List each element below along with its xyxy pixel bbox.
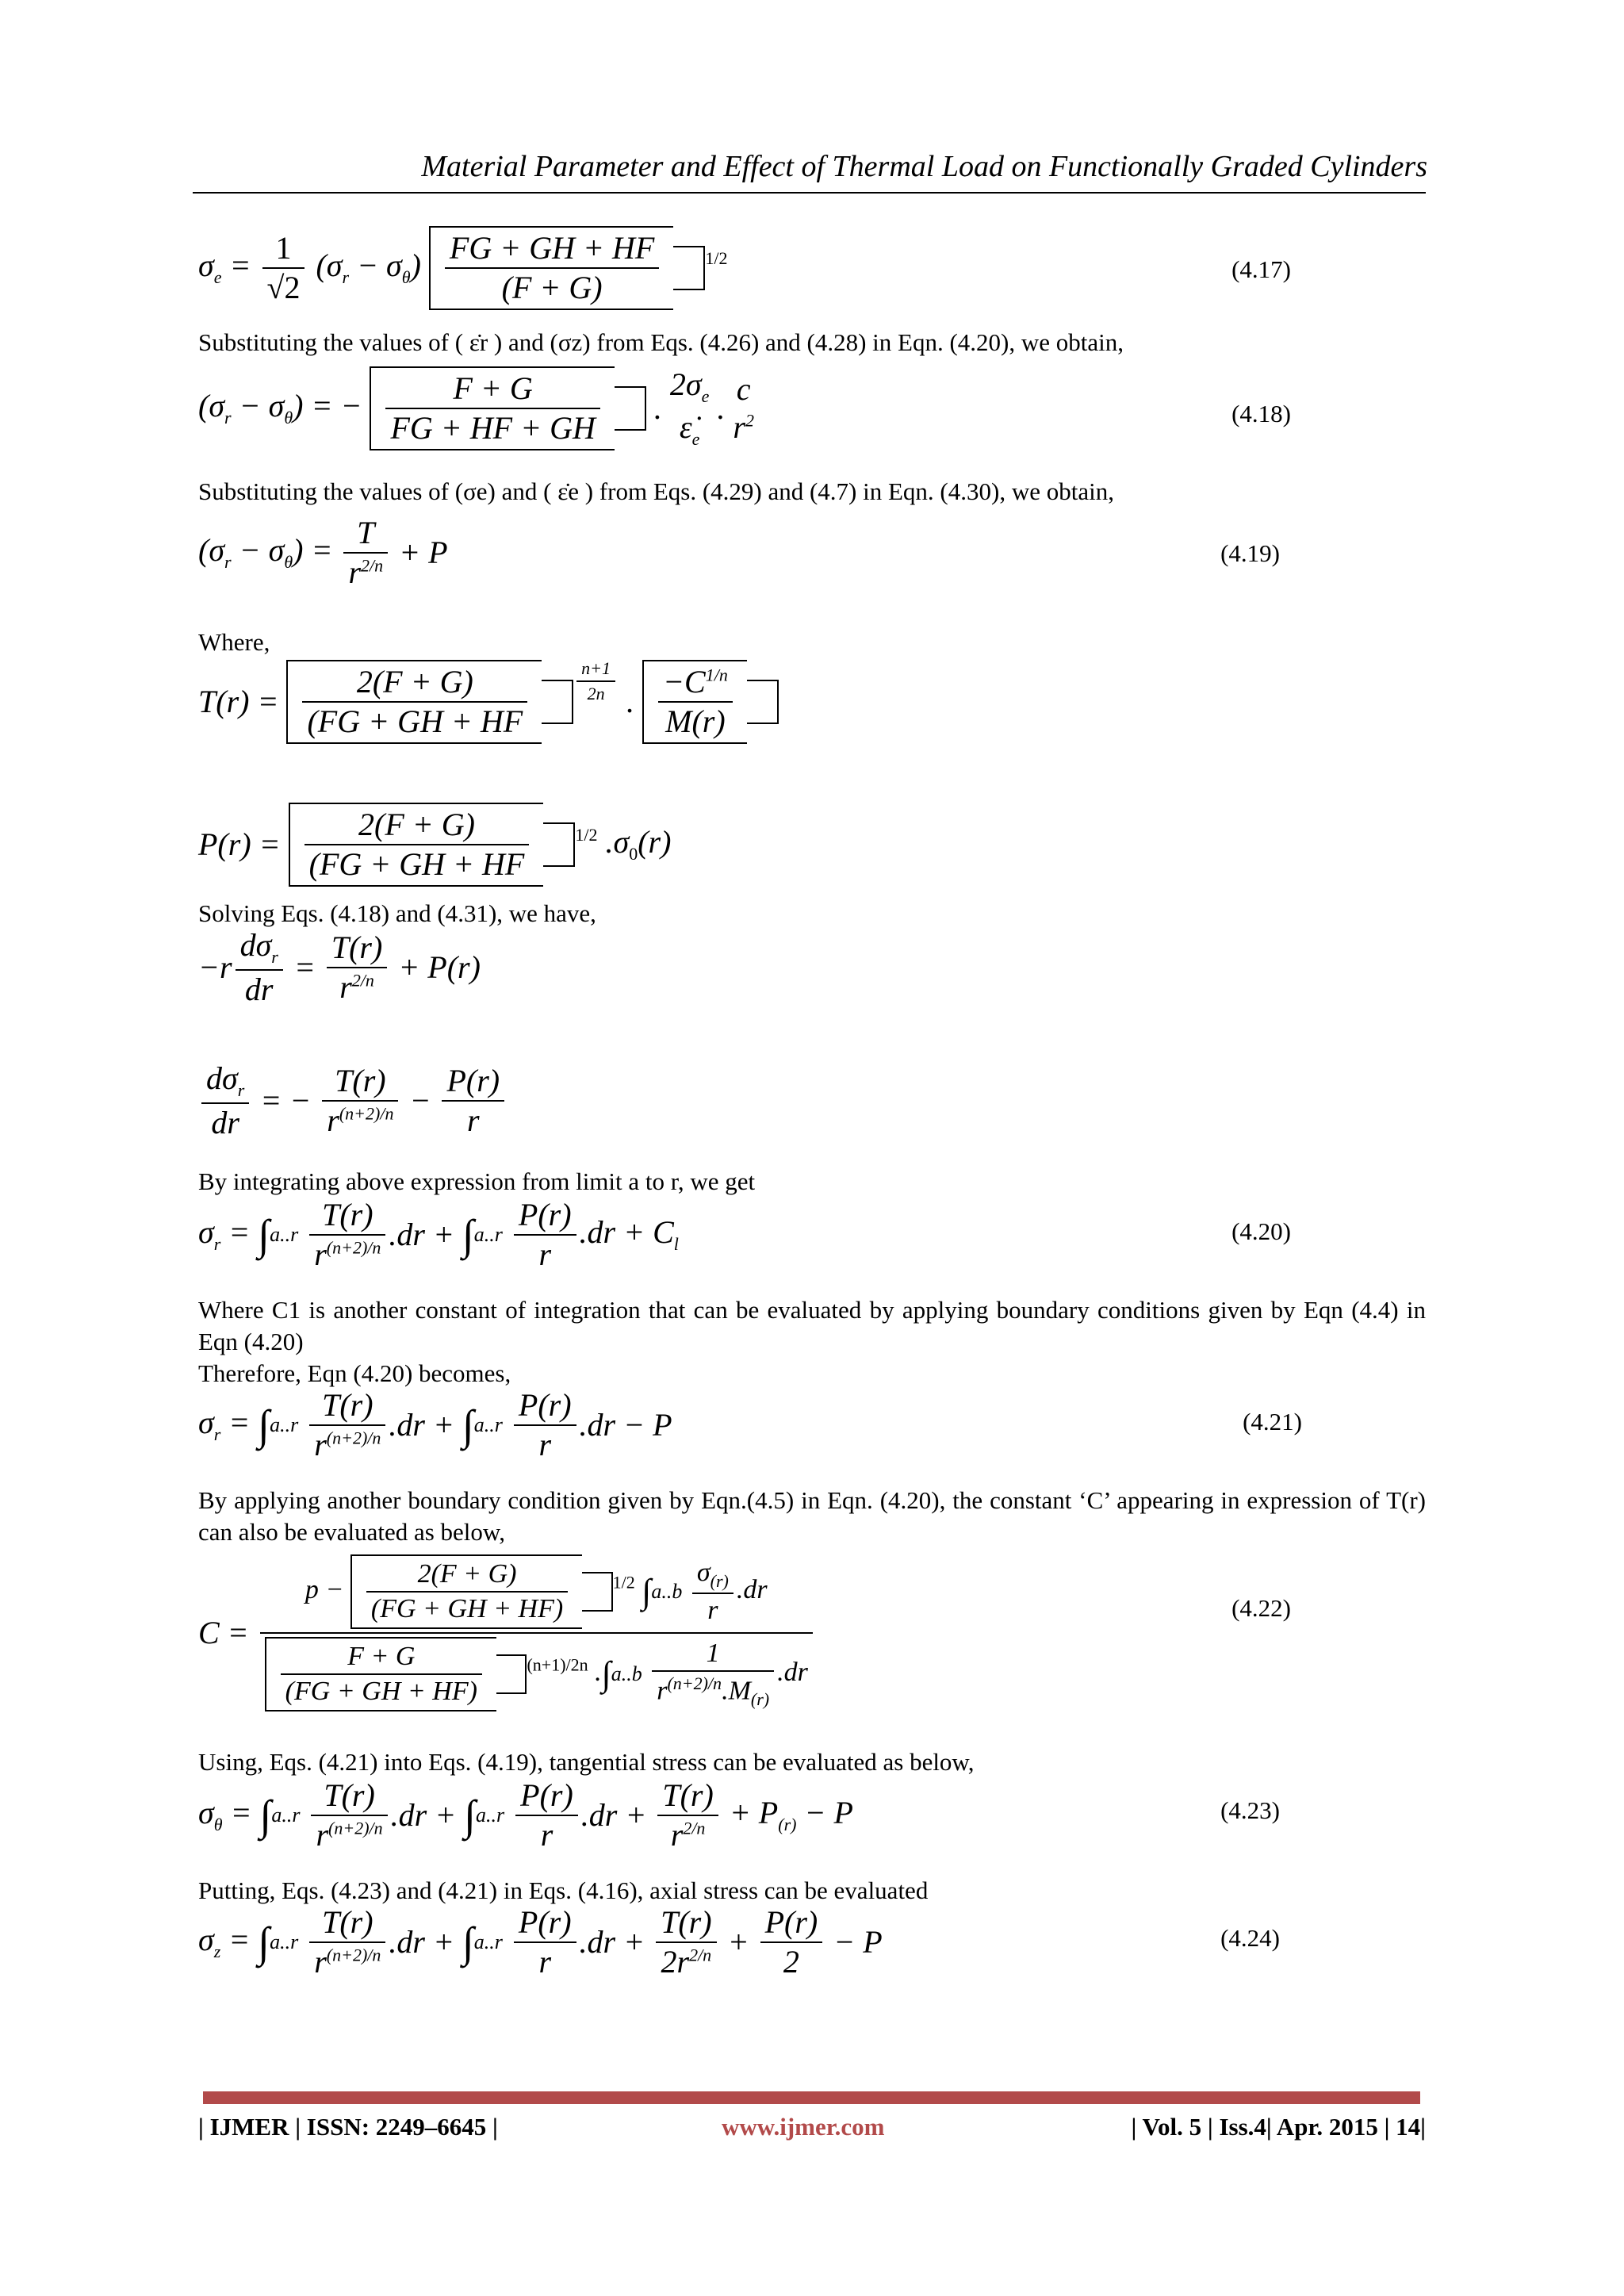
header-rule	[193, 192, 1426, 194]
paragraph: Using, Eqs. (4.21) into Eqs. (4.19), tangential stress can be evaluated as below,	[198, 1748, 975, 1776]
equation-t-of-r: T(r) = $\frac{2(F + G)}{(FG + GH + HF}$ $^{\frac{n+1}{2n}}$ . $\frac{-C^{1/n}}{M(r)}$	[198, 660, 779, 744]
paragraph: Solving Eqs. (4.18) and (4.31), we have,	[198, 899, 596, 927]
equation-dsigma-1: −r $\frac{d\sigma_r}{dr}$ = $\frac{T(r)}{r^{2/n}}$ + P(r)	[198, 927, 481, 1007]
footer-volume-page: | Vol. 5 | Iss.4| Apr. 2015 | 14|	[1131, 2113, 1426, 2141]
paragraph: Therefore, Eqn (4.20) becomes,	[198, 1359, 511, 1387]
equation-label: (4.20)	[1231, 1217, 1291, 1245]
equation-4-18: $(\sigma_r - \sigma_\theta)$ = − $\frac{F + G}{FG + HF + GH}$ . $2\sigma_e$ $\varepsiloṅ_e$ . c $r^2$	[198, 366, 754, 449]
equation-4-19: $(\sigma_r - \sigma_\theta)$ = $\frac{T}{r^{2/n}}$ + P	[198, 515, 448, 590]
equation-label: (4.18)	[1231, 400, 1291, 427]
equation-label: (4.23)	[1220, 1796, 1280, 1824]
equation-label: (4.17)	[1231, 255, 1291, 283]
equation-4-20: $\sigma_r = \int a..r$ $\frac{T(r)}{r^{(n+2)/n}}$ .dr + ∫a..r $\frac{P(r)}{r}$ $.dr + C_l$	[198, 1197, 679, 1272]
equation-label: (4.24)	[1220, 1924, 1280, 1952]
footer-rule	[203, 2091, 1420, 2104]
paragraph: Substituting the values of (σe) and ( ε̇e ) from Eqs. (4.29) and (4.7) in Eqn. (4.30), we obtain,	[198, 477, 1114, 505]
paragraph: By integrating above expression from limit a to r, we get	[198, 1167, 756, 1195]
equation-4-22: C = p − $\frac{2(F + G)}{(FG + GH + HF)}$ $^{1/2}$ ∫a..b $\frac{\sigma_{(r)}}{r}$ .dr $\frac{F + G}{(FG + GH + HF)}$ $^{(n+1)/2n}$ .∫a..b $\frac{1}{r^{(n+2)/n}.M_{(r)}}$ .dr	[198, 1554, 816, 1711]
paragraph: Where,	[198, 628, 270, 656]
paragraph: Substituting the values of ( ε̇r ) and (σz) from Eqs. (4.26) and (4.28) in Eqn. (4.20), we obtain,	[198, 328, 1124, 356]
equation-dsigma-2: $\frac{d\sigma_r}{dr}$ = − $\frac{T(r)}{r^{(n+2)/n}}$ − $\frac{P(r)}{r}$	[198, 1063, 508, 1139]
equation-4-17: $\sigma_e$ = $\frac{1}{√2}$ $(\sigma_r - \sigma_\theta)$ $\frac{FG + GH + HF}{(F + G)}$ $^{1/2}$	[198, 226, 727, 310]
paragraph: Where C1 is another constant of integration that can be evaluated by applying boundary conditions given by Eqn (4.4) in Eqn (4.20)	[198, 1296, 1426, 1355]
paragraph: Putting, Eqs. (4.23) and (4.21) in Eqs. (4.16), axial stress can be evaluated	[198, 1876, 929, 1904]
equation-4-23: $\sigma_\theta = \int a..r$ $\frac{T(r)}{r^{(n+2)/n}}$ .dr + ∫a..r $\frac{P(r)}{r}$ .dr + $\frac{T(r)}{r^{2/n}}$ + $P_{(r)} - P$	[198, 1777, 853, 1853]
equation-label: (4.22)	[1231, 1594, 1291, 1622]
footer-journal: | IJMER | ISSN: 2249–6645 |	[198, 2113, 498, 2141]
equation-p-of-r: P(r) = $\frac{2(F + G)}{(FG + GH + HF}$ $^{1/2}$ $.\sigma_0(r)$	[198, 803, 671, 887]
equation-4-21: $\sigma_r = \int a..r$ $\frac{T(r)}{r^{(n+2)/n}}$ .dr + ∫a..r $\frac{P(r)}{r}$ .dr − P	[198, 1387, 672, 1462]
running-header: Material Parameter and Effect of Thermal Load on Functionally Graded Cylinders	[421, 150, 1427, 183]
paragraph: By applying another boundary condition given by Eqn.(4.5) in Eqn. (4.20), the constant ‘C’ appearing in expression of T(r) can also be evaluated as below,	[198, 1486, 1426, 1546]
equation-label: (4.19)	[1220, 539, 1280, 567]
equation-4-24: $\sigma_z = \int a..r$ $\frac{T(r)}{r^{(n+2)/n}}$ .dr + ∫a..r $\frac{P(r)}{r}$ .dr + $\frac{T(r)}{2r^{2/n}}$ + $\frac{P(r)}{2}$ − P	[198, 1904, 883, 1980]
footer-website-link[interactable]: www.ijmer.com	[722, 2113, 885, 2141]
equation-label: (4.21)	[1243, 1408, 1302, 1435]
